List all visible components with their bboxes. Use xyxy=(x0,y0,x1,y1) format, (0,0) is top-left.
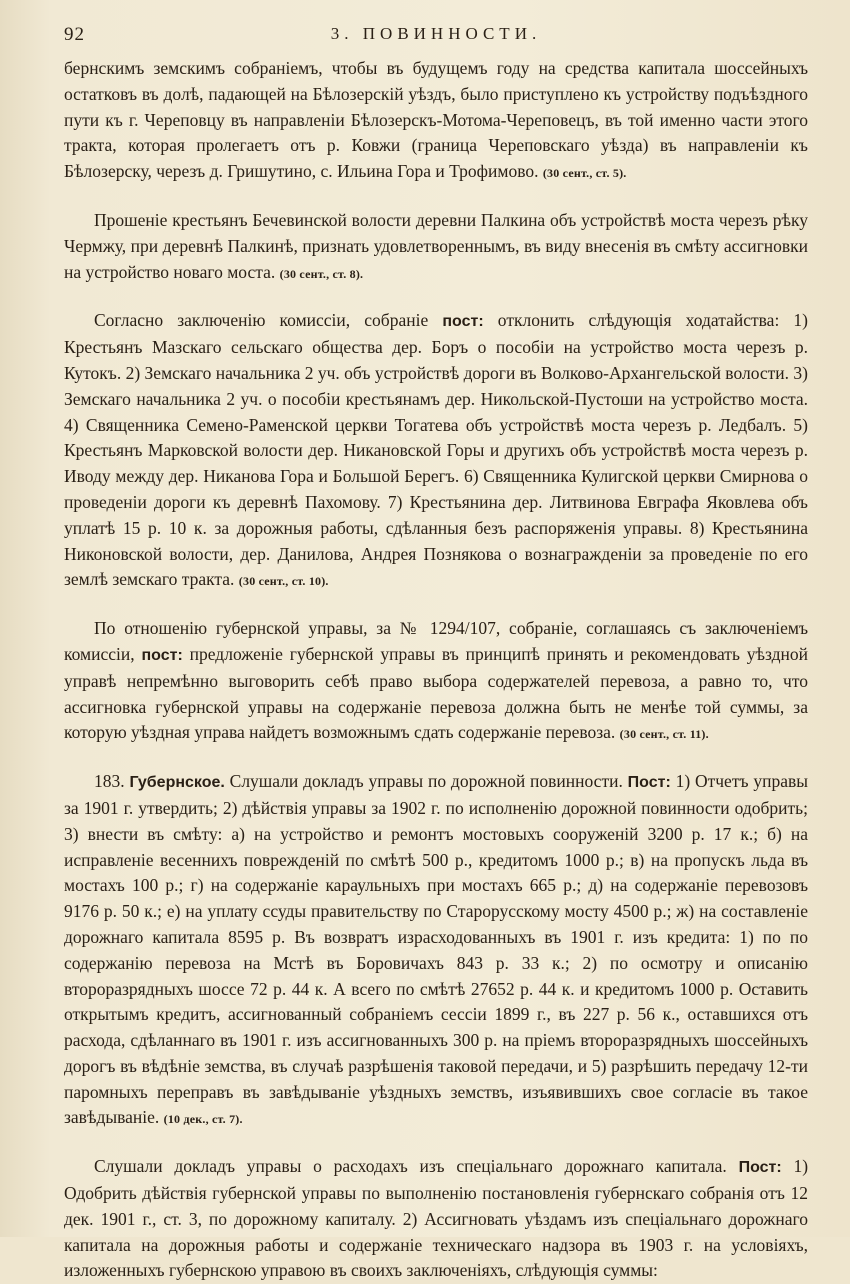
session-reference: (10 дек., ст. 7). xyxy=(163,1112,243,1127)
paragraph-continuation: бернскимъ земскимъ собраніемъ, чтобы въ будущемъ году на средства капитала шоссейныхъ остатковъ въ долѣ, падающей на Бѣлозерскій уѣздъ, было приступлено къ устройству подъѣздного пути къ г. Череповцу въ направленіи Бѣлозерскъ-Мотома-Череповецъ, въ той именно части этого тракта, которая пролегаетъ отъ р. Ковжи (граница Череповскаго уѣзда) въ направленіи къ Бѣлозерску, черезъ д. Гришутино, с. Ильина Гора и Трофимово. (30 сент., ст. 5). xyxy=(64,58,808,182)
page-header xyxy=(64,20,808,54)
paragraph-rejected-petitions: Согласно заключенію комиссіи, собраніе пост: отклонить слѣдующія ходатайства: 1) Крестьянъ Мазскаго сельскаго общества дер. Боръ о пособіи на устройство моста черезъ р. Кутокъ. 2) Земскаго начальника 2 уч. объ устройствѣ дороги въ Волково-Архангельской волости. 3) Земскаго начальника 2 уч. о пособіи крестьянамъ дер. Никольской-Пустоши на устройство моста. 4) Священника Семено-Раменской церкви Тогатева объ устройствѣ моста черезъ р. Ледбалъ. 5) Крестьянъ Марковской волости дер. Никановской Горы и другихъ объ устройствѣ моста черезъ р. Иводу между дер. Никанова Гора и Большой Берегъ. 6) Священника Кулигской церкви Смирнова о проведеніи дороги къ деревнѣ Пахомову. 7) Крестьянина дер. Литвинова Евграфа Яковлева объ уплатѣ 15 р. 10 к. за дорожныя работы, сдѣланныя безъ распоряженія управы. 8) Крестьянина Никоновской волости, дер. Данилова, Андрея Познякова о вознагражденіи за проведеніе по его землѣ земскаго тракта. (30 сент., ст. 10). xyxy=(64,310,809,590)
paragraph-ferry-proposal: По отношенію губернской управы, за № 1294/107, собраніе, соглашаясь съ заключеніемъ комиссіи, пост: предложеніе губернской управы въ принципѣ принять и рекомендовать уѣздной управѣ непремѣнно выговорить себѣ право выбора содержателей перевоза, а равно то, что ассигновка губернской управы на содержаніе перевоза должна быть не менѣе той суммы, за которую уѣздная управа найдетъ возможнымъ сдать содержаніе перевоза. (30 сент., ст. 11). xyxy=(64,618,809,743)
paragraph-section-183: 183. Губернское. Слушали докладъ управы по дорожной повинности. Пост: 1) Отчетъ управы за 1901 г. утвердить; 2) дѣйствія управы за 1902 г. по исполненію дорожной повинности одобрить; 3) внести въ смѣту: а) на устройство и ремонтъ мостовыхъ сооруженій 3200 р. 17 к.; б) на исправленіе весеннихъ поврежденій по смѣтѣ 500 р., кредитомъ 1000 р.; в) на пропускъ льда въ мостахъ 100 р.; г) на содержаніе караульныхъ при мостахъ 665 р.; д) на содержаніе перевозовъ 9176 р. 50 к.; е) на уплату ссуды правительству по Старорусскому мосту 4500 р.; ж) на составленіе дорожнаго капитала 8595 р. Въ возвратъ израсходованныхъ въ 1901 г. изъ кредита: 1) по по содержанію перевоза на Мстѣ въ Боровичахъ 843 р. 33 к.; 2) по осмотру и описанію второразрядныхъ шоссе 72 р. 44 к. А всего по смѣтѣ 27652 р. 44 к. и кредитомъ 1000 р. Оставить открытымъ кредитъ, ассигнованный собраніемъ сессіи 1899 г., въ 227 р. 56 к., оставшихся отъ расхода, сдѣланнаго въ 1901 г. изъ ассигнованныхъ 300 р. на пріемъ второразрядныхъ шоссейныхъ дорогъ въ вѣдѣніе земства, въ случаѣ разрѣшенія таковой передачи, и 5) разрѣшить передачу 12-ти паромныхъ переправъ въ завѣдываніе уѣздныхъ земствъ, изъявившихъ свое согласіе въ такое завѣдываніе. (10 дек., ст. 7). xyxy=(64,771,808,1128)
resolution-keyword: Пост: xyxy=(738,1159,782,1177)
paragraph-road-capital: Слушали докладъ управы о расходахъ изъ спеціальнаго дорожнаго капитала. Пост: 1) Одобрить дѣйствія губернской управы по выполненію постановленія губернскаго собранія отъ 12 дек. 1901 г., ст. 3, по дорожному капиталу. 2) Ассигновать уѣздамъ изъ спеціальнаго дорожнаго капитала на дорожныя работы и содержаніе техническаго надзора въ 1903 г. на условіяхъ, изложенныхъ губернскою управою въ своихъ заключеніяхъ, слѣдующія суммы: xyxy=(64,1156,809,1281)
page-number: 92 xyxy=(64,24,85,45)
session-reference: (30 сент., ст. 10). xyxy=(238,574,329,589)
session-reference: (30 сент., ст. 11). xyxy=(619,727,709,742)
body-text xyxy=(64,56,808,1284)
resolution-keyword: Пост: xyxy=(627,774,671,792)
session-reference: (30 сент., ст. 5). xyxy=(542,166,627,181)
section-number: 183. xyxy=(94,771,125,792)
resolution-keyword: пост: xyxy=(442,313,484,331)
session-reference: (30 сент., ст. 8). xyxy=(279,266,364,281)
resolution-keyword: пост: xyxy=(141,646,183,664)
paragraph-palkina-bridge: Прошеніе крестьянъ Бечевинской волости деревни Палкина объ устройствѣ моста черезъ рѣку Чермжу, при деревнѣ Палкинѣ, признать удовлетвореннымъ, въ виду внесенія въ смѣту ассигновки на устройство новаго моста. (30 сент., ст. 8). xyxy=(64,209,808,282)
running-title: 3. ПОВИННОСТИ. xyxy=(330,24,542,43)
section-heading: Губернское. xyxy=(129,774,225,792)
